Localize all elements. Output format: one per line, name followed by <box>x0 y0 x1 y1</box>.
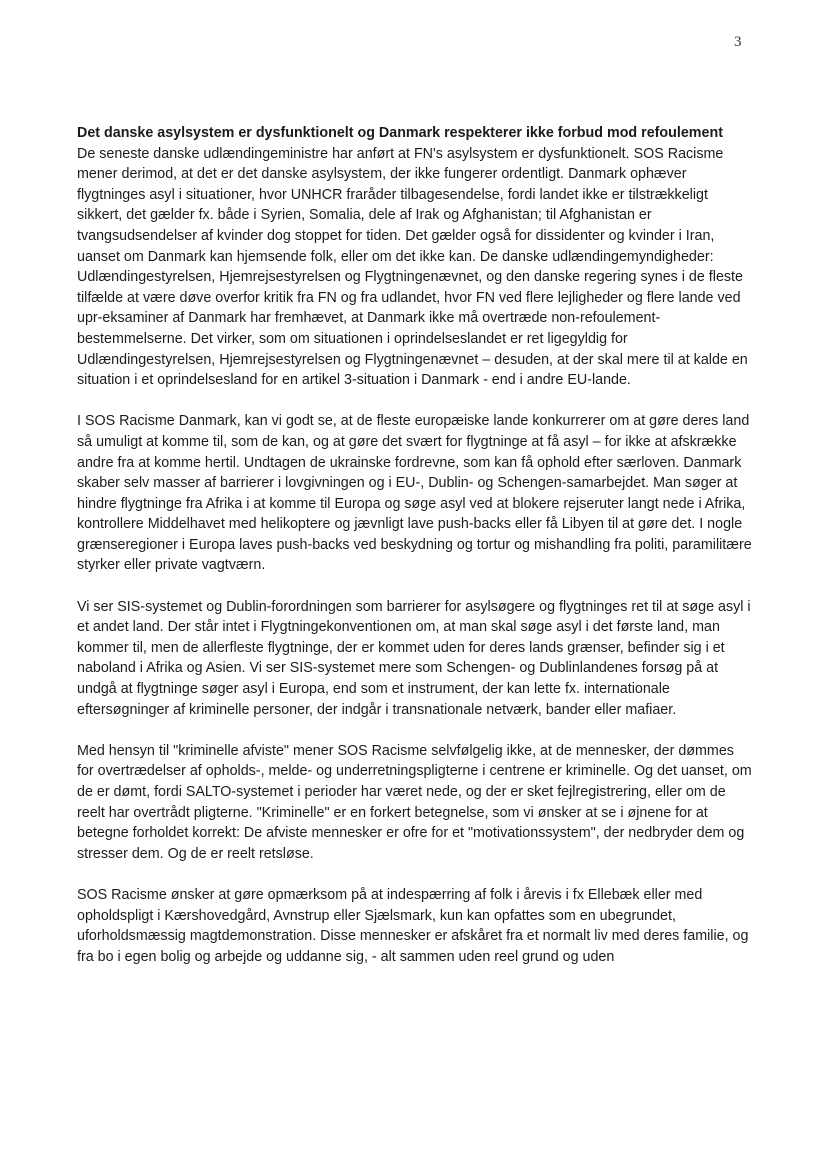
section-heading: Det danske asylsystem er dysfunktionelt og Danmark respekterer ikke forbud mod refoulement <box>77 125 723 141</box>
paragraph-4: Med hensyn til "kriminelle afviste" mener SOS Racisme selvfølgelig ikke, at de mennesker, der dømmes for overtrædelser af opholds-, melde- og underretningspligterne i centrene er kriminelle. Og det uanset, om de er dømt, fordi SALTO-systemet i perioder har været nede, og der er sket fejlregistrering, eller om de reelt har overtrådt pligterne. "Kriminelle" er en forkert betegnelse, som vi ønsker at se i øjnene for at betegne forholdet korrekt: De afviste mennesker er ofre for et "motivationssystem", der nedbryder dem og stresser dem. Og de er reelt retsløse. <box>77 742 752 862</box>
paragraph-2: I SOS Racisme Danmark, kan vi godt se, at de fleste europæiske lande konkurrerer om at gøre deres land så umuligt at komme til, som de kan, og at gøre det svært for flygtninge at få asyl – for ikke at afskrække andre fra at komme hertil. Undtagen de ukrainske fordrevne, som kan få ophold efter særloven. Danmark skaber selv masser af barrierer i lovgivningen og i EU-, Dublin- og Schengen-samarbejdet. Man søger at hindre flygtninge fra Afrika i at komme til Europa og søge asyl ved at blokere rejseruter langt nede i Afrika, kontrollere Middelhavet med helikoptere og jævnligt lave push-backs eller få Libyen til at gøre det. I nogle grænseregioner i Europa laves push-backs ved beskydning og tortur og mishandling fra politi, paramilitære styrker eller private vagtværn. <box>77 413 752 574</box>
page-number: 3 <box>734 34 742 50</box>
paragraph-3: Vi ser SIS-systemet og Dublin-forordningen som barrierer for asylsøgere og flygtninges ret til at søge asyl i et andet land. Der står intet i Flygtningekonventionen om, at man skal søge asyl i det første land, man kommer til, men de allerfleste flygtninge, der er kommet uden for deres lands grænser, befinder sig i et naboland i Afrika og Asien. Vi ser SIS-systemet mere som Schengen- og Dublinlandenes forsøg på at undgå at flygtninge søger asyl i Europa, end som et instrument, der kan lette fx. internationale eftersøgninger af kriminelle personer, der indgår i transnationale netværk, bander eller mafiaer. <box>77 598 751 718</box>
document-body <box>77 123 753 988</box>
paragraph-1: De seneste danske udlændingeministre har anført at FN's asylsystem er dysfunktionelt. SOS Racisme mener derimod, at det er det danske asylsystem, der ikke fungerer ordentligt. Danmark ophæver flygtninges asyl i situationer, hvor UNHCR fraråder tilbagesendelse, fordi landet ikke er tilstrækkeligt sikkert, det gælder fx. både i Syrien, Somalia, dele af Irak og Afghanistan; til Afghanistan er tvangsudsendelser af kvinder dog stoppet for tiden. Det gælder også for dissidenter og kvinder i Iran, uanset om Danmark kan hjemsende folk, eller om det ikke kan. De danske udlændingemyndigheder: Udlændingestyrelsen, Hjemrejsestyrelsen og Flygtningenævnet, og den danske regering synes i de fleste tilfælde at være døve overfor kritik fra FN og fra udlandet, hvor FN ved flere lejligheder og flere lande ved upr-eksaminer af Danmark har fremhævet, at Danmark ikke må overtræde non-refoulement-bestemmelserne. Det virker, som om situationen i oprindelseslandet er ret ligegyldig for Udlændingestyrelsen, Hjemrejsestyrelsen og Flygtningenævnet – desuden, at der skal mere til at kalde en situation i et oprindelsesland for en artikel 3-situation i Danmark - end i andre EU-lande. <box>77 145 748 389</box>
paragraph-5: SOS Racisme ønsker at gøre opmærksom på at indespærring af folk i årevis i fx Ellebæk eller med opholdspligt i Kærshovedgård, Avnstrup eller Sjælsmark, kun kan opfattes som en ubegrundet, uforholdsmæssig magtdemonstration. Disse mennesker er afskåret fra et normalt liv med deres familie, og fra bo i egen bolig og arbejde og uddanne sig, - alt sammen uden reel grund og uden <box>77 886 749 965</box>
